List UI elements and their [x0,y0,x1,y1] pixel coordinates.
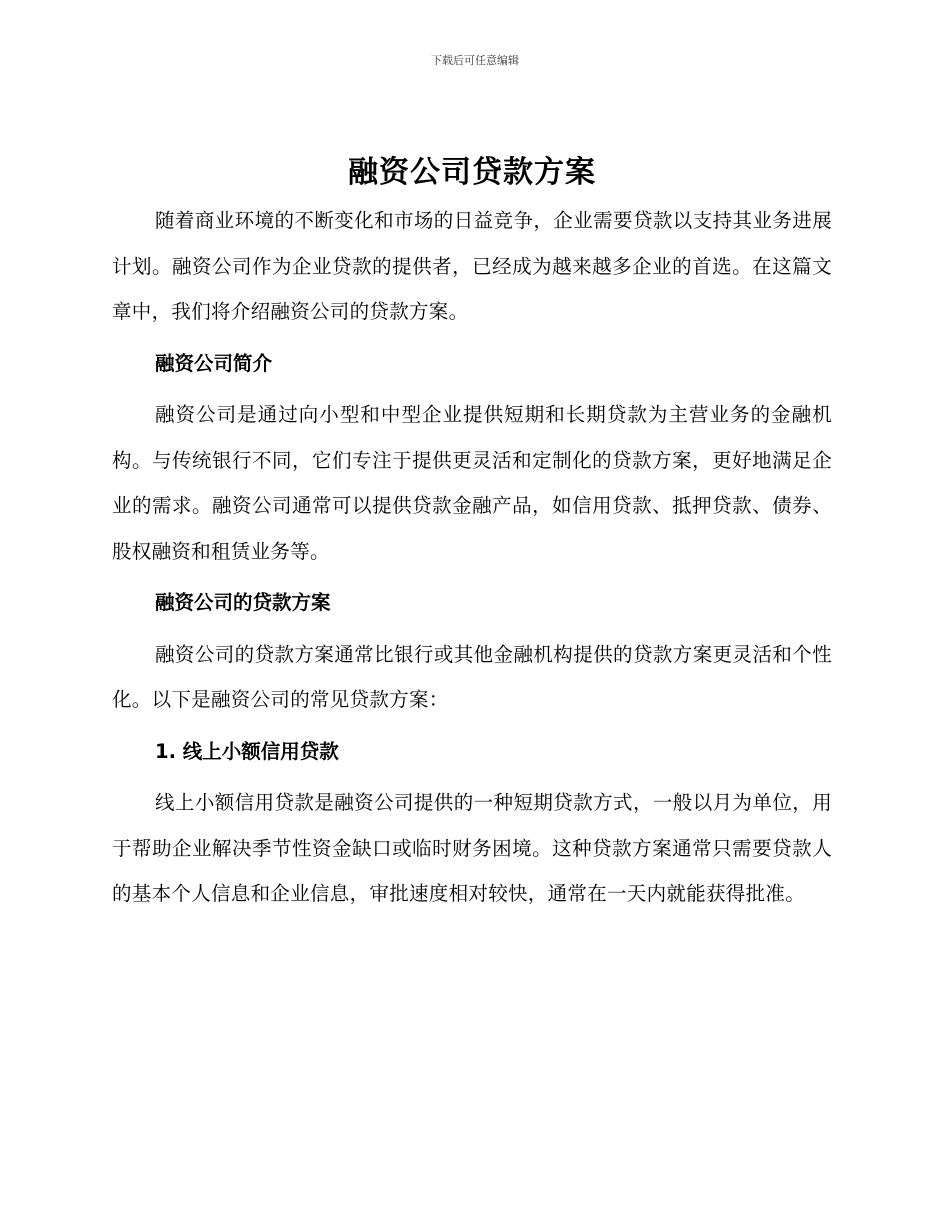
section-paragraph-loan-plans: 融资公司的贷款方案通常比银行或其他金融机构提供的贷款方案更灵活和个性化。以下是融资公司的常见贷款方案： [112,642,832,711]
section-heading-online-credit-loan: 1. 线上小额信用贷款 [155,739,339,763]
section-heading-company-intro: 融资公司简介 [155,351,273,375]
document-body [112,150,832,917]
section-heading-loan-plans: 融资公司的贷款方案 [155,591,331,614]
page-header-note: 下载后可任意编辑 [431,54,519,67]
section-paragraph-company-intro: 融资公司是通过向小型和中型企业提供短期和长期贷款为主营业务的金融机构。与传统银行不同，它们专注于提供更灵活和定制化的贷款方案，更好地满足企业的需求。融资公司通常可以提供贷款金融产品，如信用贷款、抵押贷款、债券、股权融资和租赁业务等。 [112,403,832,563]
intro-paragraph: 随着商业环境的不断变化和市场的日益竞争，企业需要贷款以支持其业务进展计划。融资公司作为企业贷款的提供者，已经成为越来越多企业的首选。在这篇文章中，我们将介绍融资公司的贷款方案。 [112,209,832,323]
document-title: 融资公司贷款方案 [348,155,596,190]
section-paragraph-online-credit-loan: 线上小额信用贷款是融资公司提供的一种短期贷款方式，一般以月为单位，用于帮助企业解决季节性资金缺口或临时财务困境。这种贷款方案通常只需要贷款人的基本个人信息和企业信息，审批速度相对较快，通常在一天内就能获得批准。 [112,791,832,905]
